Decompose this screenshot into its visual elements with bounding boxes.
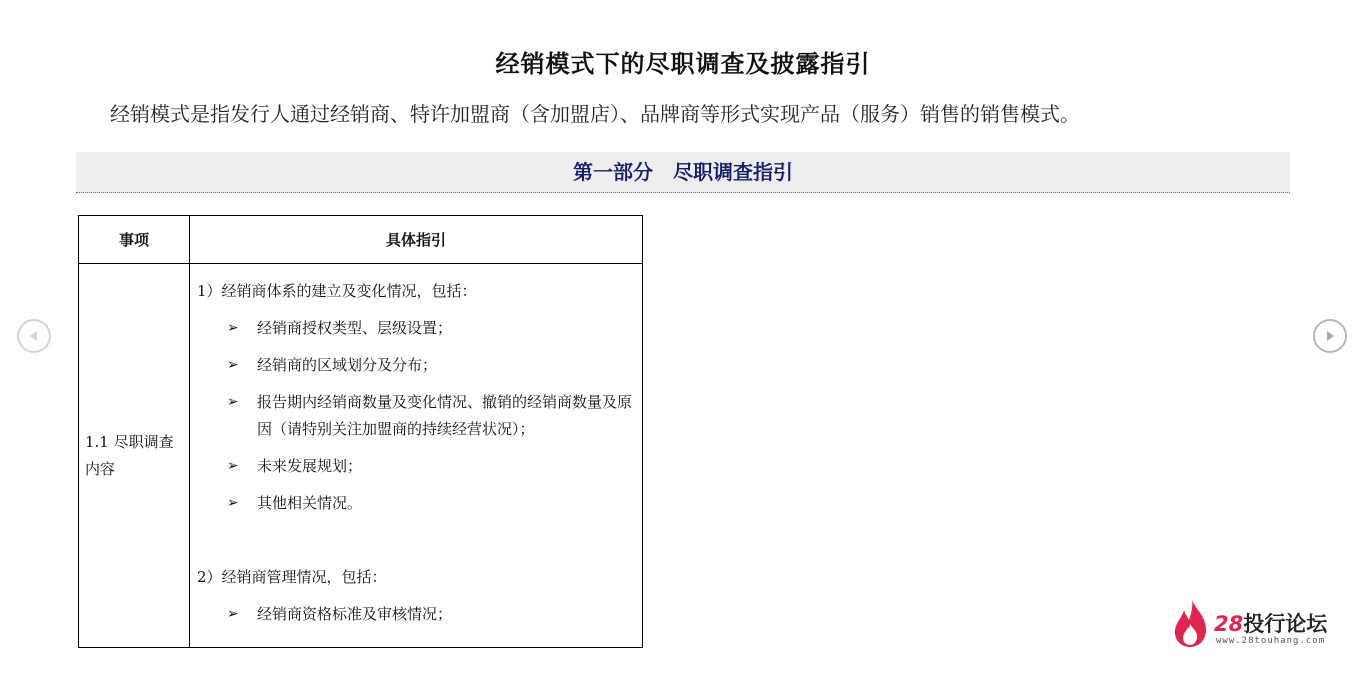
site-logo[interactable] xyxy=(1172,598,1342,650)
intro-paragraph: 经销模式是指发行人通过经销商、特许加盟商（含加盟店）、品牌商等形式实现产品（服务）销售的销售模式。 xyxy=(110,102,1080,126)
list-item xyxy=(197,352,636,389)
part-heading: 第一部分 尽职调查指引 xyxy=(573,160,793,184)
list-item-text: 未来发展规划； xyxy=(257,457,363,475)
list-item-text: 经销商的区域划分及分布； xyxy=(257,356,438,374)
flame-icon xyxy=(1172,598,1210,648)
list-item xyxy=(197,315,636,352)
list-item-text: 经销商授权类型、层级设置； xyxy=(257,319,453,337)
prev-page-button[interactable] xyxy=(17,319,51,353)
column-header-item: 事项 xyxy=(79,216,190,264)
spacer xyxy=(197,527,636,564)
bullet-arrow-icon: ➢ xyxy=(227,394,239,410)
detail-cell xyxy=(190,264,643,648)
section-heading: 2）经销商管理情况，包括： xyxy=(197,568,387,586)
logo-title xyxy=(1214,608,1327,638)
bullet-arrow-icon: ➢ xyxy=(227,357,239,373)
column-header-detail: 具体指引 xyxy=(190,216,643,264)
list-item xyxy=(197,601,636,638)
arrow-right-circle-icon xyxy=(1323,329,1337,343)
list-item xyxy=(197,490,636,527)
table-header-row xyxy=(79,216,643,264)
logo-number: 28 xyxy=(1214,612,1244,636)
bullet-arrow-icon: ➢ xyxy=(227,320,239,336)
item-cell: 1.1 尽职调查内容 xyxy=(79,264,190,648)
part-heading-bar xyxy=(76,152,1290,193)
list-item-text: 报告期内经销商数量及变化情况、撤销的经销商数量及原因（请特别关注加盟商的持续经营状况）； xyxy=(257,393,633,438)
table-row xyxy=(79,264,643,648)
bullet-arrow-icon: ➢ xyxy=(227,606,239,622)
bullet-arrow-icon: ➢ xyxy=(227,495,239,511)
list-item-text: 经销商资格标准及审核情况； xyxy=(257,605,453,623)
logo-url: www.28touhang.com xyxy=(1216,636,1326,646)
next-page-button[interactable] xyxy=(1313,319,1347,353)
list-item xyxy=(197,389,636,453)
list-item xyxy=(197,453,636,490)
document-title: 经销模式下的尽职调查及披露指引 xyxy=(495,50,871,78)
guideline-table xyxy=(78,215,643,648)
bullet-arrow-icon: ➢ xyxy=(227,458,239,474)
arrow-left-circle-icon xyxy=(27,329,41,343)
section-heading: 1）经销商体系的建立及变化情况，包括： xyxy=(197,282,477,300)
list-item-text: 其他相关情况。 xyxy=(257,494,363,512)
logo-name: 投行论坛 xyxy=(1243,612,1328,636)
